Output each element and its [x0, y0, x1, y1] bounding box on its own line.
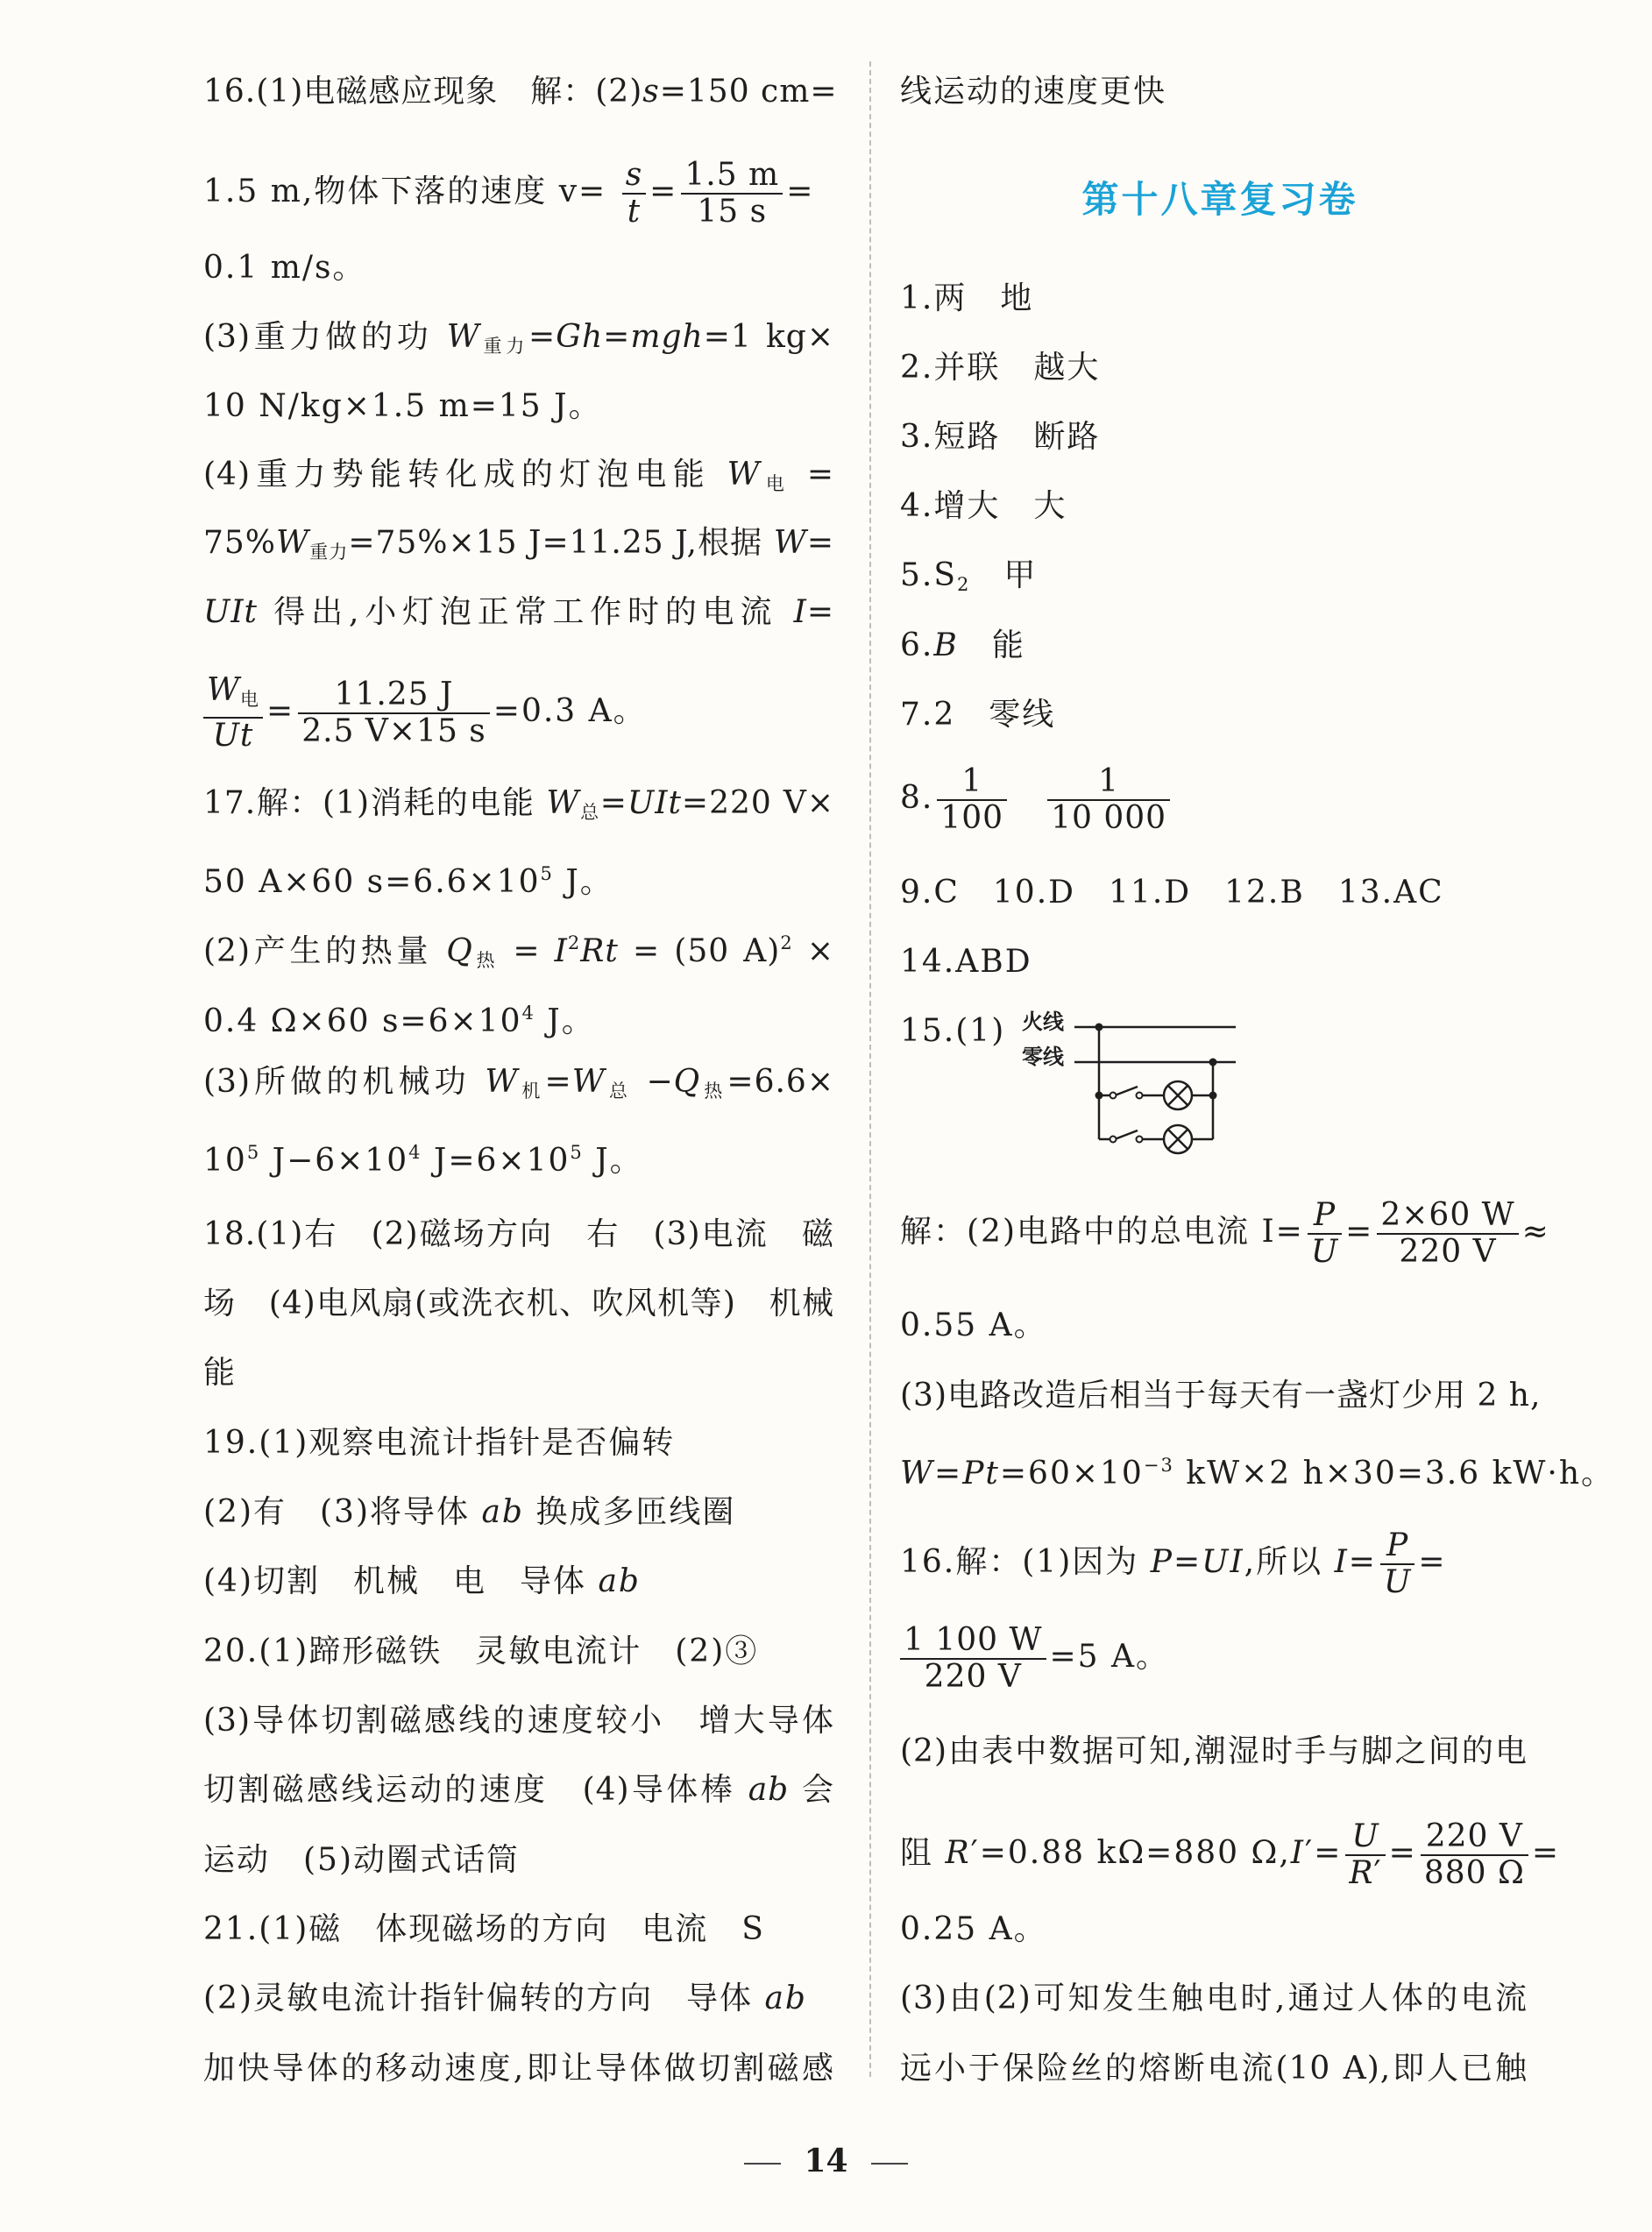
answer-14: 14.ABD	[900, 944, 1032, 980]
answer-16-1-calc: $\frac{1 100 W}{220 V}$ =5 A。	[900, 1623, 1169, 1695]
q21-continuation: 线运动的速度更快	[900, 74, 1167, 110]
q17-line-4: 0.4 Ω×60 $s=6\times 10^4$ J。	[203, 1003, 595, 1039]
q20-line-1: 20.(1)蹄形磁铁 灵敏电流计 (2)③	[203, 1633, 759, 1669]
fraction-power-calc: $\frac{2\times 60 W}{220 V}$	[1377, 1198, 1518, 1270]
q16-velocity-text: 1.5 m,物体下落的速度 v=	[203, 174, 607, 209]
q20-line-2: (3)导体切割磁感线的速度较小 增大导体	[203, 1703, 834, 1739]
q17-line-5: (3)所做的机械功 $W_机=W_总 -Q_热=6.6\times$	[203, 1064, 834, 1102]
q17-line-1: 17.解：(1)消耗的电能 $W_总=UIt=220$ V×	[203, 785, 834, 823]
answer-7: 7.2 零线	[900, 697, 1056, 733]
footer-dash-left	[744, 2163, 781, 2165]
q16-line-5: 10 N/kg×1.5 m=15 J。	[203, 388, 602, 424]
q16-line-4: (3)重力做的功 $W_{重力}=Gh=mgh=1$ kg×	[203, 319, 834, 357]
answer-15-2-result: 0.55 A。	[900, 1307, 1047, 1343]
q20-line-4: 运动 (5)动圈式话筒	[203, 1842, 520, 1878]
q16-line-8: UIt 得出,小灯泡正常工作时的电流 I=	[203, 594, 834, 630]
fraction-1100w-over-220v: $\frac{1 100 W}{220 V}$	[900, 1623, 1046, 1695]
answer-8: 8. $\frac{1}{100}$ $\frac{1}{10 000}$	[900, 764, 1173, 836]
answer-15-2: 解：(2)电路中的总电流 I= $\frac{P}{U}$ = $\frac{2\times 60 W}{220 V}$ ≈	[900, 1197, 1550, 1270]
q20-line-3: 切割磁感线运动的速度 (4)导体棒 ab 会	[203, 1772, 834, 1808]
answer-3: 3.短路 断路	[900, 419, 1101, 455]
q18-line-3: 能	[203, 1355, 238, 1391]
q16-line-7: $75\%W_{重力}=75\%\times 15$ J=11.25 J,根据 W=	[203, 525, 835, 563]
fraction-p-over-u: $\frac{P}{U}$	[1308, 1198, 1342, 1270]
answer-16-2-result: 0.25 A。	[900, 1911, 1047, 1947]
q17-line-3: (2)产生的热量 $Q_热 = I^2Rt = (50$ A)$^2$ ×	[203, 932, 835, 971]
q16-line-2: 1.5 m,物体下落的速度 v= $\frac{s}{t}$ = $\frac{1.5 m}{15 s}$ =	[203, 157, 815, 230]
q16-line-6: (4)重力势能转化成的灯泡电能 $W_电$ =	[203, 457, 834, 494]
answer-15-label: 15.(1)	[900, 1013, 1006, 1049]
q19-line-2: (2)有 (3)将导体 ab 换成多匝线圈	[203, 1494, 736, 1530]
circuit-diagram	[999, 999, 1262, 1174]
answer-4: 4.增大 大	[900, 488, 1067, 524]
neutral-wire-label: 零线	[1022, 1045, 1064, 1069]
q18-line-2: 场 (4)电风扇(或洗衣机、吹风机等) 机械	[203, 1286, 834, 1321]
answer-16-2-line-1: (2)由表中数据可知,潮湿时手与脚之间的电	[900, 1733, 1528, 1769]
answer-16-1: 16.解：(1)因为 P=UI,所以 I= $\frac{P}{U}$ =	[900, 1527, 1447, 1600]
q16-line-1: 16.(1)电磁感应现象 解：(2)s=150 cm=	[203, 74, 838, 110]
fraction-p-over-u-2: $\frac{P}{U}$	[1380, 1528, 1414, 1600]
q19-line-1: 19.(1)观察电流计指针是否偏转	[203, 1425, 676, 1461]
q18-line-1: 18.(1)右 (2)磁场方向 右 (3)电流 磁	[203, 1216, 834, 1252]
switch-1	[1115, 1087, 1138, 1095]
q21-line-3: 加快导体的移动速度,即让导体做切割磁感	[203, 2051, 834, 2087]
answer-15-3-line-1: (3)电路改造后相当于每天有一盏灯少用 2 h,	[900, 1378, 1542, 1414]
answer-16-2-line-2: 阻 R′=0.88 kΩ=880 Ω,I′= $\frac{U}{R'}$ = $\frac{220 V}{880 \Omega}$ =	[900, 1818, 1561, 1891]
footer-dash-right	[871, 2163, 908, 2165]
fraction-current-calc: $\frac{11.25 J}{2.5 V\times 15 s}$	[298, 677, 490, 749]
answer-6: 6.B 能	[900, 627, 1025, 663]
answer-16-3-line-1: (3)由(2)可知发生触电时,通过人体的电流	[900, 1980, 1528, 2016]
q21-line-2: (2)灵敏电流计指针偏转的方向 导体 ab	[203, 1980, 807, 2016]
q16-line-3: 0.1 m/s。	[203, 250, 366, 286]
q17-line-2: 50 A×60 $s=6.6\times 10^5$ J。	[203, 863, 613, 900]
q17-line-6: $10^5$ $J-6\times 10^4$ $J=6\times 10^5$ J。	[203, 1142, 643, 1179]
q21-line-1: 21.(1)磁 体现磁场的方向 电流 S	[203, 1911, 765, 1947]
answer-1: 1.两 地	[900, 280, 1034, 316]
chapter-title: 第十八章复习卷	[1081, 178, 1358, 221]
switch-2	[1115, 1130, 1138, 1139]
page-footer	[0, 2143, 1652, 2179]
answer-15-3-line-2: $W=Pt=60\times 10^{-3}$ kW×2 h×30=3.6 kW·h。	[900, 1455, 1615, 1492]
page-number: 14	[804, 2143, 848, 2179]
fraction-u-over-r: $\frac{U}{R'}$	[1345, 1819, 1385, 1891]
answer-5: $5.S_2$ 甲	[900, 557, 1038, 595]
fraction-distance-over-time: $\frac{1.5 m}{15 s}$	[681, 158, 783, 230]
fraction-energy-over-ut: $\frac{W_电}{Ut}$	[203, 673, 263, 754]
answers-9-13: 9.C 10.D 11.D 12.B 13.AC	[900, 875, 1444, 911]
q16-line-9: $\frac{W_电}{Ut}$ = $\frac{11.25 J}{2.5 V\times 15 s}$ =0.3 A。	[203, 673, 647, 754]
live-wire-label: 火线	[1022, 1010, 1064, 1034]
q16-current-result: =0.3 A。	[493, 693, 647, 729]
answer-16-3-line-2: 远小于保险丝的熔断电流(10 A),即人已触	[900, 2051, 1528, 2087]
fraction-s-over-t: $\frac{s}{t}$	[622, 158, 646, 230]
column-divider	[869, 61, 871, 2077]
fraction-220v-over-880ohm: $\frac{220 V}{880 \Omega}$	[1421, 1819, 1528, 1891]
fraction-one-hundredth: $\frac{1}{100}$	[937, 764, 1007, 836]
fraction-one-ten-thousandth: $\frac{1}{10 000}$	[1047, 764, 1170, 836]
answer-2: 2.并联 越大	[900, 350, 1101, 386]
q19-line-3: (4)切割 机械 电 导体 ab	[203, 1563, 641, 1599]
